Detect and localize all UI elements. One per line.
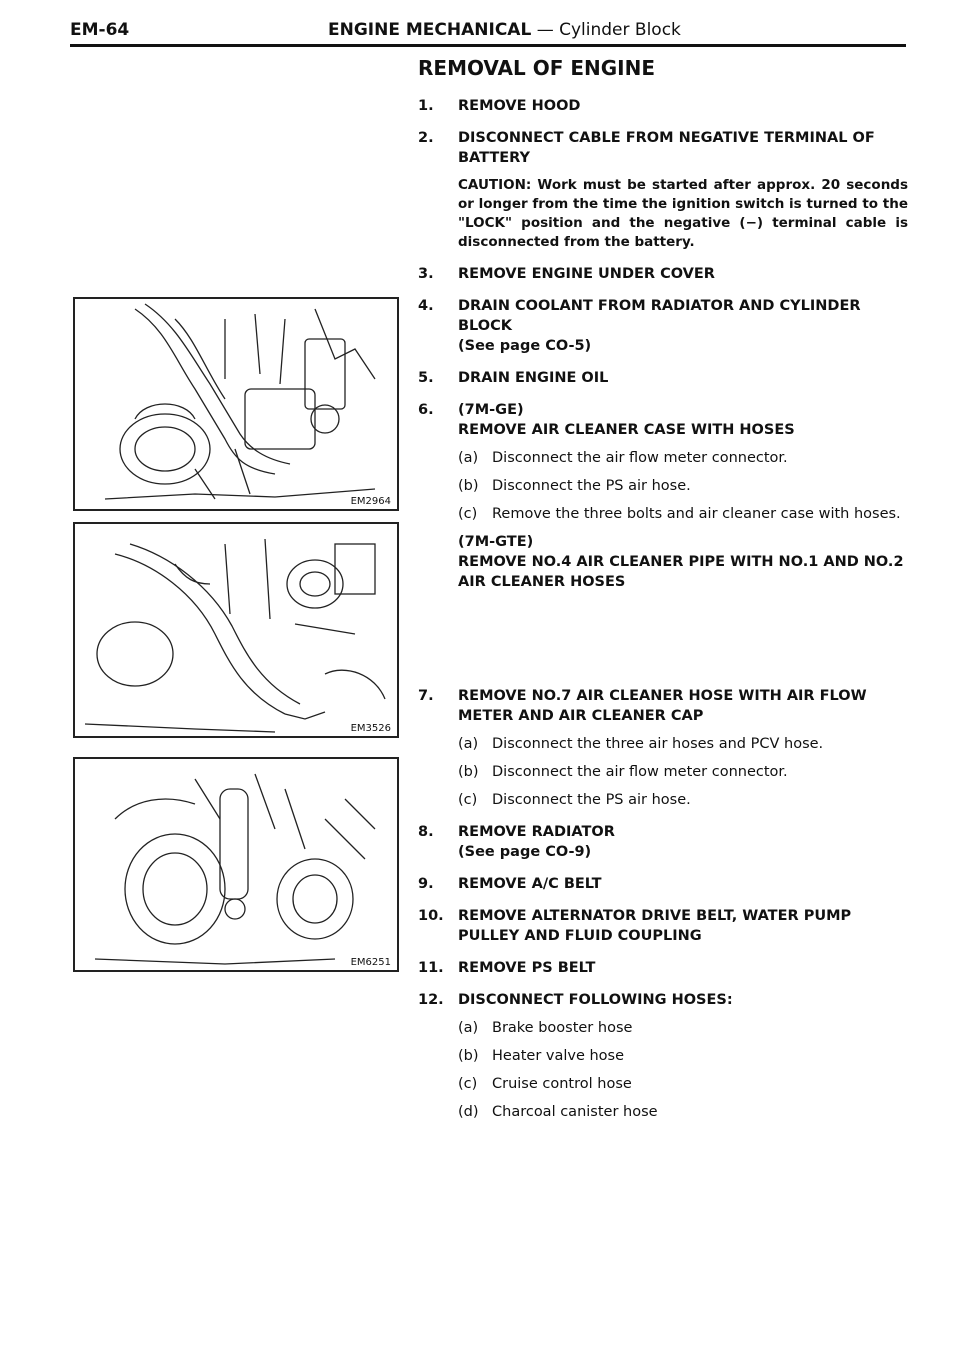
figure-illustration bbox=[75, 759, 397, 970]
figure-label: EM2964 bbox=[350, 496, 391, 507]
step-9 bbox=[418, 874, 908, 894]
step-10 bbox=[418, 906, 908, 946]
step-text: REMOVE ALTERNATOR DRIVE BELT, WATER PUMP PULLEY AND FLUID COUPLING bbox=[458, 908, 852, 944]
step-5 bbox=[418, 368, 908, 388]
step-text: REMOVE AIR CLEANER CASE WITH HOSES bbox=[458, 422, 795, 438]
step-number: 6. bbox=[418, 402, 434, 418]
substep-label: (b) bbox=[458, 1048, 479, 1064]
step-number: 5. bbox=[418, 370, 434, 386]
step-number: 8. bbox=[418, 824, 434, 840]
caution-note: CAUTION: Work must be started after approx. 20 seconds or longer from the time the ignition switch is turned to the "LOCK" position and the negative (−) terminal cable is disconnected from the battery. bbox=[458, 177, 908, 250]
figure-label: EM6251 bbox=[350, 957, 391, 968]
substep bbox=[458, 1102, 908, 1122]
step-number: 7. bbox=[418, 688, 434, 704]
substep-text: Disconnect the PS air hose. bbox=[492, 478, 691, 494]
step-number: 2. bbox=[418, 130, 434, 146]
substep-label: (d) bbox=[458, 1104, 479, 1120]
step-text: REMOVE NO.4 AIR CLEANER PIPE WITH NO.1 AND NO.2 AIR CLEANER HOSES bbox=[458, 554, 904, 590]
substep-text: Disconnect the three air hoses and PCV hose. bbox=[492, 736, 824, 752]
figure-air-cleaner-pipe bbox=[73, 522, 399, 738]
subsection-name: Cylinder Block bbox=[559, 20, 681, 40]
step-text: REMOVE RADIATOR bbox=[458, 824, 615, 840]
step-text: REMOVE NO.7 AIR CLEANER HOSE WITH AIR FLOW METER AND AIR CLEANER CAP bbox=[458, 688, 867, 724]
step-7 bbox=[418, 686, 908, 810]
step-number: 11. bbox=[418, 960, 444, 976]
step-number: 3. bbox=[418, 266, 434, 282]
figure-air-cleaner-case bbox=[73, 297, 399, 511]
substep bbox=[458, 1018, 908, 1038]
step-text: REMOVE PS BELT bbox=[458, 960, 596, 976]
step-text: DRAIN ENGINE OIL bbox=[458, 370, 609, 386]
substep-label: (b) bbox=[458, 764, 479, 780]
page-reference: (See page CO-5) bbox=[458, 338, 592, 354]
substep-text: Charcoal canister hose bbox=[492, 1104, 658, 1120]
figure-air-cleaner-hose bbox=[73, 757, 399, 972]
step-11 bbox=[418, 958, 908, 978]
engine-variant: (7M-GTE) bbox=[458, 534, 534, 550]
step-text: DRAIN COOLANT FROM RADIATOR AND CYLINDER BLOCK bbox=[458, 298, 861, 334]
step-text: REMOVE ENGINE UNDER COVER bbox=[458, 266, 715, 282]
step-8 bbox=[418, 822, 908, 862]
substep-text: Remove the three bolts and air cleaner case with hoses. bbox=[492, 506, 901, 522]
substep bbox=[458, 1046, 908, 1066]
step-number: 4. bbox=[418, 298, 434, 314]
page-header bbox=[70, 18, 906, 40]
substep-label: (c) bbox=[458, 506, 478, 522]
substep bbox=[458, 762, 908, 782]
substep-text: Disconnect the PS air hose. bbox=[492, 792, 691, 808]
step-6 bbox=[418, 400, 908, 592]
engine-variant: (7M-GE) bbox=[458, 402, 524, 418]
page-reference: (See page CO-9) bbox=[458, 844, 592, 860]
substep-label: (a) bbox=[458, 736, 479, 752]
substep-text: Brake booster hose bbox=[492, 1020, 633, 1036]
substep bbox=[458, 476, 908, 496]
header-title bbox=[328, 20, 681, 40]
substep bbox=[458, 734, 908, 754]
step-text: REMOVE A/C BELT bbox=[458, 876, 602, 892]
figure-illustration bbox=[75, 299, 397, 509]
procedure-content bbox=[418, 56, 908, 1134]
substep-text: Cruise control hose bbox=[492, 1076, 632, 1092]
section-title: REMOVAL OF ENGINE bbox=[418, 56, 656, 80]
substep-label: (b) bbox=[458, 478, 479, 494]
header-rule bbox=[70, 44, 906, 47]
substep-text: Heater valve hose bbox=[492, 1048, 625, 1064]
substep-label: (a) bbox=[458, 450, 479, 466]
step-text: DISCONNECT CABLE FROM NEGATIVE TERMINAL OF BATTERY bbox=[458, 130, 875, 166]
substep-text: Disconnect the air flow meter connector. bbox=[492, 450, 788, 466]
step-1 bbox=[418, 96, 908, 116]
substep-label: (a) bbox=[458, 1020, 479, 1036]
section-name: ENGINE MECHANICAL bbox=[328, 20, 532, 40]
step-4 bbox=[418, 296, 908, 356]
substep bbox=[458, 504, 908, 524]
figure-illustration bbox=[75, 524, 397, 736]
step-2 bbox=[418, 128, 908, 252]
page-number: EM-64 bbox=[70, 20, 130, 40]
substep-label: (c) bbox=[458, 792, 478, 808]
step-3 bbox=[418, 264, 908, 284]
header-separator: — bbox=[531, 20, 560, 40]
step-text: REMOVE HOOD bbox=[458, 98, 581, 114]
step-12 bbox=[418, 990, 908, 1122]
substep bbox=[458, 1074, 908, 1094]
substep bbox=[458, 790, 908, 810]
substep bbox=[458, 448, 908, 468]
step-number: 12. bbox=[418, 992, 444, 1008]
substep-text: Disconnect the air flow meter connector. bbox=[492, 764, 788, 780]
figure-label: EM3526 bbox=[350, 723, 391, 734]
step-number: 10. bbox=[418, 908, 444, 924]
step-number: 1. bbox=[418, 98, 434, 114]
substep-label: (c) bbox=[458, 1076, 478, 1092]
step-text: DISCONNECT FOLLOWING HOSES: bbox=[458, 992, 733, 1008]
step-number: 9. bbox=[418, 876, 434, 892]
